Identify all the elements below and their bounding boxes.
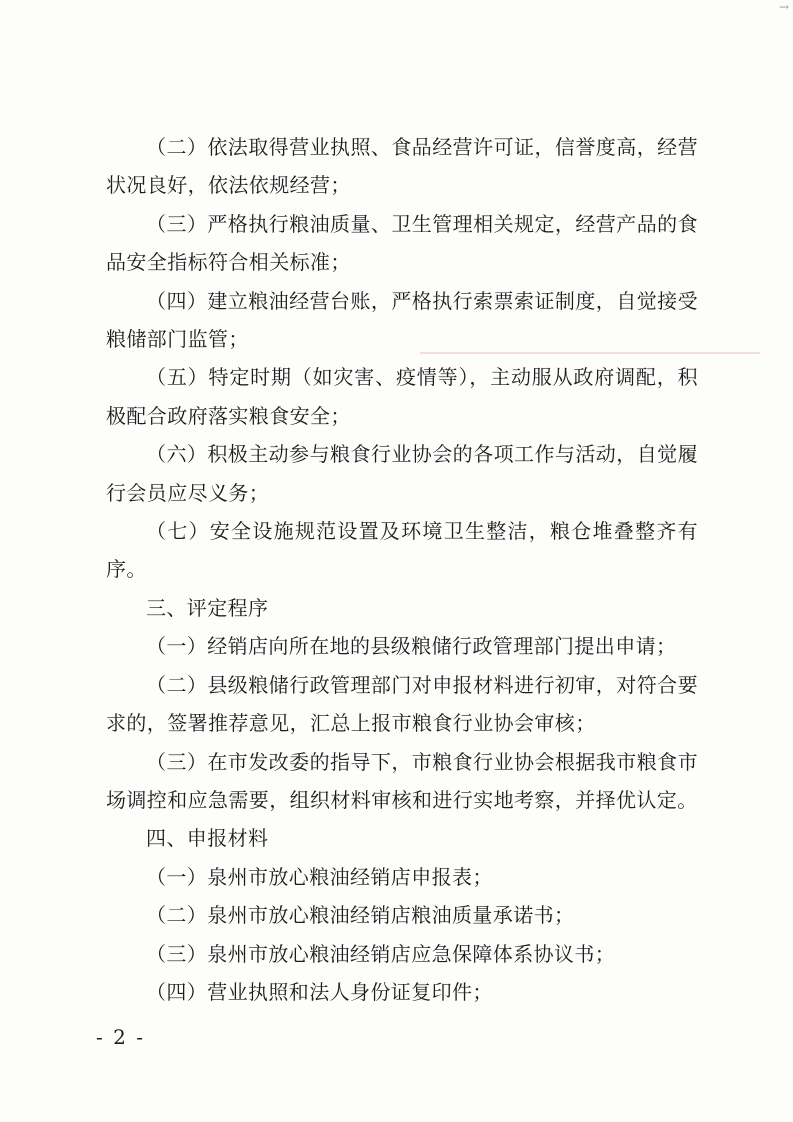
procedure-1: （一）经销店向所在地的县级粮储行政管理部门提出申请； xyxy=(146,634,677,659)
item-5-special-periods: （五）特定时期（如灾害、疫情等），主动服从政府调配，积极配合政府落实粮食安全； xyxy=(106,365,698,428)
item-3-quality-standards: （三）严格执行粮油质量、卫生管理相关规定，经营产品的食品安全指标符合相关标准； xyxy=(106,211,698,275)
corner-mark: → xyxy=(778,0,789,14)
material-3: （三）泉州市放心粮油经销店应急保障体系协议书； xyxy=(146,941,616,966)
section-4-heading: 四、申报材料 xyxy=(146,826,269,851)
material-2: （二）泉州市放心粮油经销店粮油质量承诺书； xyxy=(146,903,575,928)
procedure-2: （二）县级粮储行政管理部门对申报材料进行初审，对符合要求的，签署推荐意见，汇总上报市粮食行业协会审核； xyxy=(106,672,698,736)
item-6-association: （六）积极主动参与粮食行业协会的各项工作与活动，自觉履行会员应尽义务； xyxy=(106,442,698,505)
item-4-ledger: （四）建立粮油经营台账，严格执行索票索证制度，自觉接受粮储部门监管； xyxy=(106,288,698,352)
material-1: （一）泉州市放心粮油经销店申报表； xyxy=(146,864,493,889)
document-body xyxy=(106,128,698,1011)
item-7-safety-facilities: （七）安全设施规范设置及环境卫生整洁，粮仓堆叠整齐有序。 xyxy=(106,519,698,582)
section-3-heading: 三、评定程序 xyxy=(146,595,269,620)
procedure-3: （三）在市发改委的指导下，市粮食行业协会根据我市粮食市场调控和应急需要，组织材料审核和进行实地考察，并择优认定。 xyxy=(106,749,698,812)
page-number: - 2 - xyxy=(96,1025,145,1049)
item-2-business-license: （二）依法取得营业执照、食品经营许可证，信誉度高，经营状况良好，依法依规经营； xyxy=(106,135,698,198)
material-4: （四）营业执照和法人身份证复印件； xyxy=(146,979,493,1004)
